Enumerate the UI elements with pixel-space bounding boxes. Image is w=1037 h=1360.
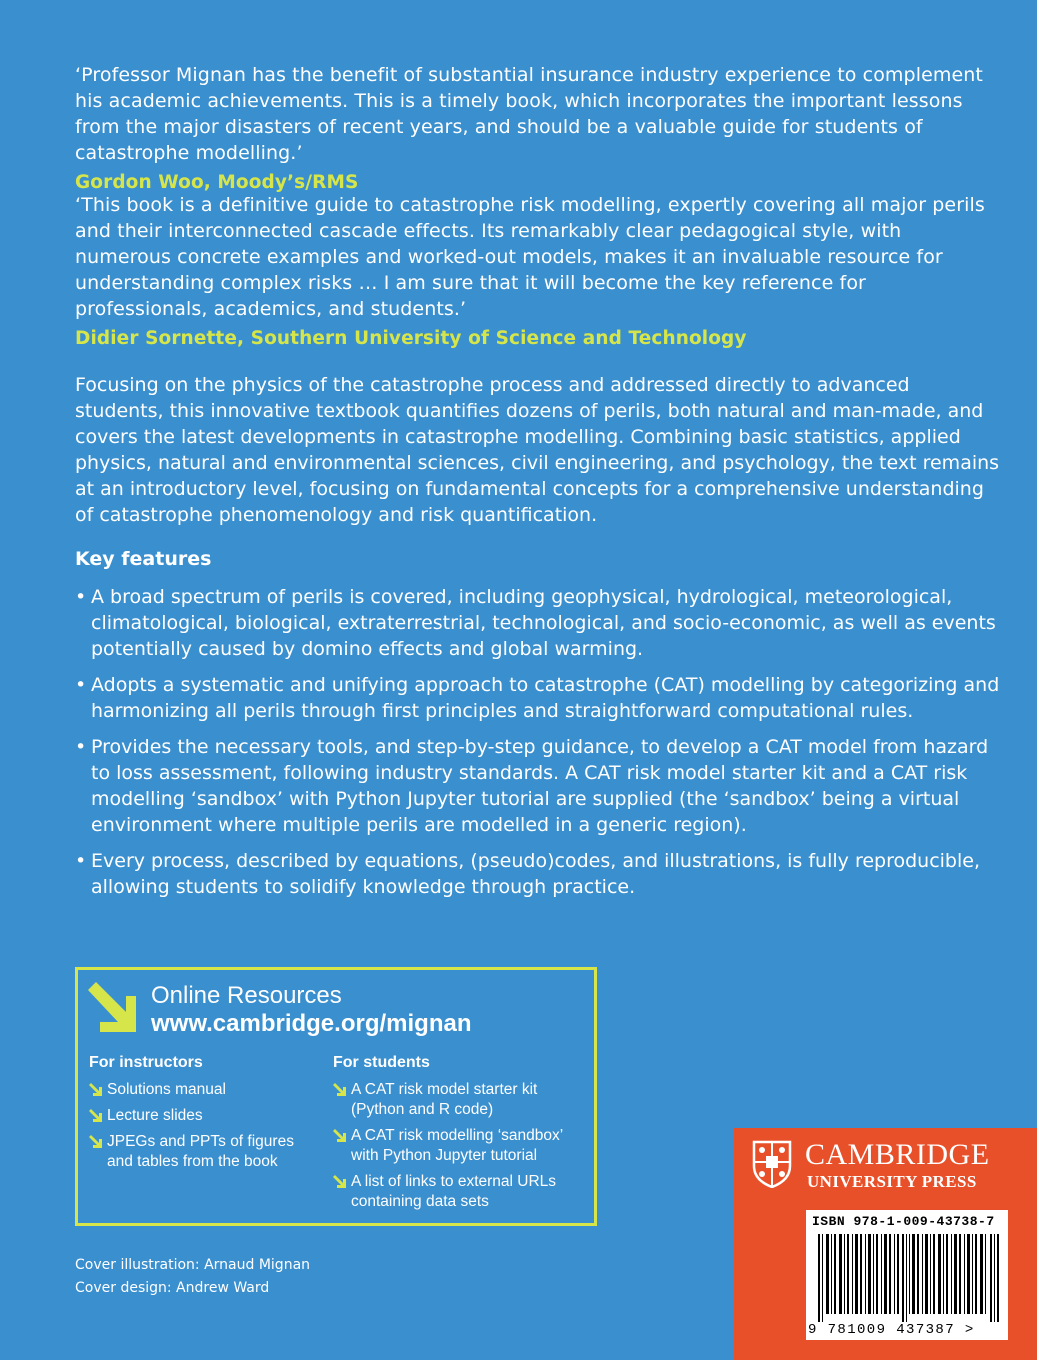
key-features-title: Key features: [75, 548, 212, 570]
quote-2-text: ‘This book is a definitive guide to catastrophe risk modelling, expertly covering all major perils and their interconnected cascade effects. Its remarkably clear pedagogical style, with numerous concrete examples and worked-out models, makes it an invaluable resource for understanding complex risks … I am sure that it will become the key reference for professionals, academics, and students.’: [75, 194, 985, 320]
instructors-column: [89, 1054, 324, 1178]
students-list: [333, 1080, 588, 1212]
arrow-down-right-icon: [89, 1109, 102, 1122]
bullet-icon: •: [75, 736, 87, 758]
instructors-title: For instructors: [89, 1054, 203, 1071]
feature-text: A broad spectrum of perils is covered, including geophysical, hydrological, meteorological, climatological, biological, extraterrestrial, technological, and socio-economic, as well as events potentially caused by domino effects and global warming.: [91, 586, 996, 660]
arrow-down-right-icon: [333, 1129, 346, 1142]
resource-label: JPEGs and PPTs of figures and tables from the book: [107, 1133, 294, 1170]
arrow-down-right-icon: [333, 1175, 346, 1188]
online-resources-title: Online Resources: [151, 982, 342, 1009]
quote-1: [75, 62, 1000, 196]
quote-1-attribution: Gordon Woo, Moody’s/RMS: [75, 172, 359, 193]
instructors-list: [89, 1080, 324, 1172]
list-item: [333, 1080, 588, 1120]
quote-2-attribution: Didier Sornette, Southern University of Science and Technology: [75, 328, 747, 349]
list-item: [333, 1172, 588, 1212]
publisher-block: [734, 1128, 1037, 1360]
students-title: For students: [333, 1054, 430, 1071]
cover-credits: [75, 1254, 310, 1300]
arrow-down-right-icon: [333, 1083, 346, 1096]
barcode-digits: 9 781009 437387 >: [808, 1322, 975, 1338]
list-item: [89, 1132, 324, 1172]
bullet-icon: •: [75, 850, 87, 872]
barcode-bars: [818, 1234, 1000, 1322]
isbn-barcode: [806, 1210, 1008, 1340]
quote-1-text: ‘Professor Mignan has the benefit of substantial insurance industry experience to complement his academic achievements. This is a timely book, which incorporates the important lessons from the major disasters of recent years, and should be a valuable guide for students of catastrophe modelling.’: [75, 64, 983, 164]
resource-label: A CAT risk modelling ‘sandbox’ with Python Jupyter tutorial: [351, 1127, 563, 1164]
students-column: [333, 1054, 588, 1218]
resource-label: A CAT risk model starter kit (Python and R code): [351, 1081, 538, 1118]
bullet-icon: •: [75, 586, 87, 608]
list-item: [75, 734, 1000, 838]
publisher-subtitle: UNIVERSITY PRESS: [807, 1172, 977, 1191]
bullet-icon: •: [75, 674, 87, 696]
isbn-label: ISBN 978-1-009-43738-7: [812, 1214, 995, 1229]
list-item: [75, 848, 1000, 900]
book-description: Focusing on the physics of the catastrophe process and addressed directly to advanced students, this innovative textbook quantifies dozens of perils, both natural and man-made, and covers the latest developments in catastrophe modelling. Combining basic statistics, applied physics, natural and environmental sciences, civil engineering, and psychology, the text remains at an introductory level, focusing on fundamental concepts for a comprehensive understanding of catastrophe phenomenology and risk quantification.: [75, 374, 1000, 526]
key-features-list: [75, 584, 1000, 910]
list-item: [75, 584, 1000, 662]
list-item: [89, 1080, 324, 1100]
cambridge-crest-icon: [752, 1140, 792, 1188]
arrow-down-right-icon: [89, 1135, 102, 1148]
arrow-down-right-icon: [89, 1083, 102, 1096]
resource-label: A list of links to external URLs containing data sets: [351, 1173, 557, 1210]
feature-text: Adopts a systematic and unifying approach to catastrophe (CAT) modelling by categorizing and harmonizing all perils through first principles and straightforward computational rules.: [91, 674, 1000, 722]
resources-url-link[interactable]: www.cambridge.org/mignan: [151, 1010, 472, 1037]
resource-label: Solutions manual: [107, 1081, 226, 1098]
list-item: [89, 1106, 324, 1126]
quote-2: [75, 192, 1000, 352]
list-item: [333, 1126, 588, 1166]
feature-text: Every process, described by equations, (pseudo)codes, and illustrations, is fully reproducible, allowing students to solidify knowledge through practice.: [91, 850, 981, 898]
online-resources-box: [75, 967, 597, 1226]
arrow-down-right-icon: [88, 982, 136, 1032]
feature-text: Provides the necessary tools, and step-by-step guidance, to develop a CAT model from hazard to loss assessment, following industry standards. A CAT risk model starter kit and a CAT risk modelling ‘sandbox’ with Python Jupyter tutorial are supplied (the ‘sandbox’ being a virtual environment where multiple perils are modelled in a generic region).: [91, 736, 989, 836]
design-credit: Cover design: Andrew Ward: [75, 1280, 270, 1296]
publisher-name: CAMBRIDGE: [805, 1138, 990, 1171]
illustration-credit: Cover illustration: Arnaud Mignan: [75, 1257, 311, 1273]
resource-label: Lecture slides: [107, 1107, 203, 1124]
list-item: [75, 672, 1000, 724]
